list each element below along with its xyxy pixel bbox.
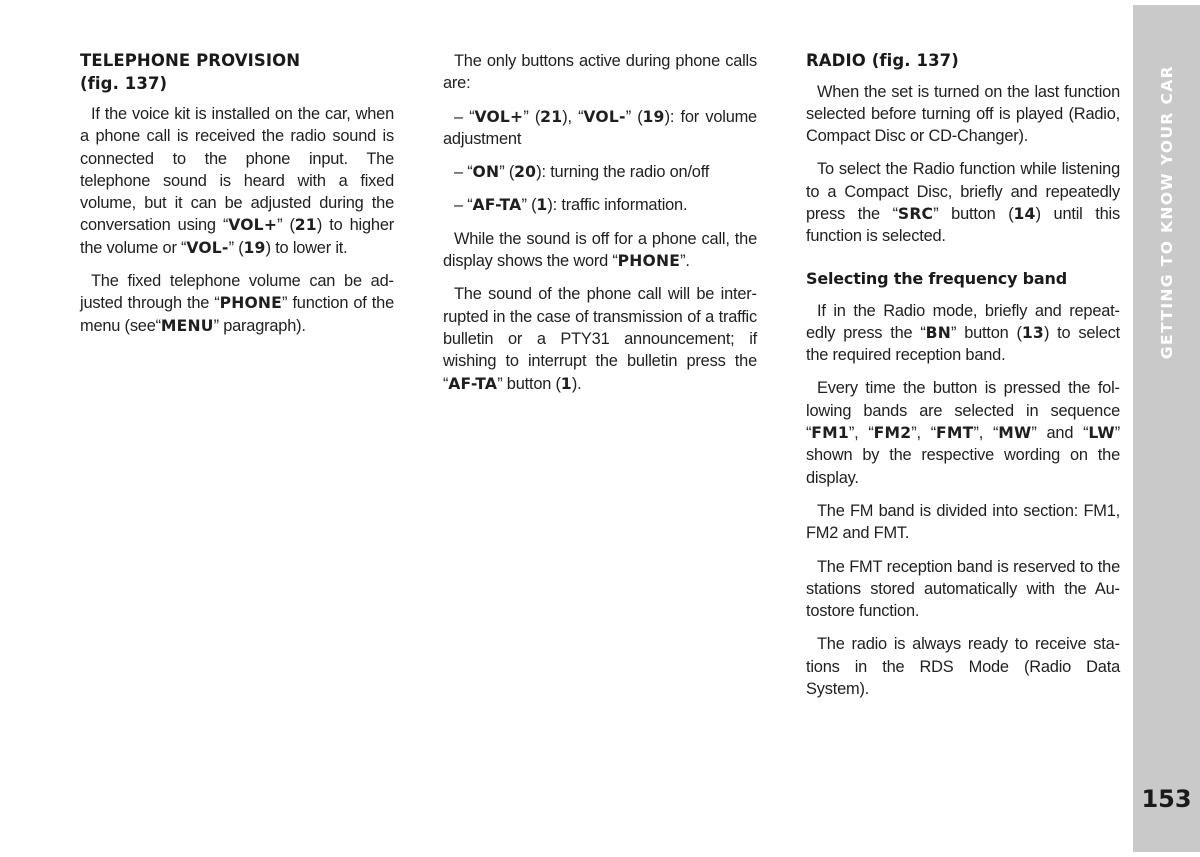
column-active-buttons <box>443 50 757 406</box>
section-heading-radio <box>806 50 1120 73</box>
text-run: ”, “ <box>911 424 937 443</box>
button-ref-src: SRC <box>897 204 934 223</box>
list-item-volume <box>443 106 757 151</box>
menu-ref-menu: MENU <box>160 316 214 335</box>
button-number-13: 13 <box>1021 323 1044 342</box>
text-run: ” ( <box>499 163 515 182</box>
button-number-14: 14 <box>1013 204 1036 223</box>
button-ref-af-ta: AF-TA <box>448 374 498 393</box>
button-number-1: 1 <box>536 196 548 215</box>
column-radio <box>806 50 1120 711</box>
paragraph-display-phone <box>443 228 757 273</box>
text-run: If in the Radio mode, briefly and repeatedly press the “ <box>806 301 1120 342</box>
text-run: If the voice kit is installed on the car, when a phone call is received the radio sound is connected to the phone input. The telephone sound is heard with a fixed volume, but it can be adjusted during the conversation using “ <box>80 105 394 235</box>
text-run: – “ <box>454 163 473 182</box>
button-ref-vol-plus: VOL+ <box>228 216 278 235</box>
paragraph-rds-mode: The radio is always ready to receive stations in the RDS Mode (Radio Data System). <box>806 635 1120 699</box>
text-run: ) until this function is selected. <box>806 204 1120 246</box>
band-fmt: FMT <box>936 424 974 443</box>
page-number: 153 <box>1141 785 1192 813</box>
paragraph-interruption <box>443 283 757 394</box>
text-run: ), “ <box>562 107 584 126</box>
menu-ref-phone: PHONE <box>219 294 283 313</box>
button-ref-vol-plus: VOL+ <box>474 107 524 126</box>
text-run: ”, “ <box>848 424 874 443</box>
band-fm2: FM2 <box>873 424 912 443</box>
text-run: ). <box>571 374 582 393</box>
heading-title: TELEPHONE PROVISION <box>80 51 301 70</box>
text-run: – “ <box>454 107 475 126</box>
paragraph-fm-sections: The FM band is divided into section: FM1, FM2 and FMT. <box>806 501 1120 543</box>
button-number-19: 19 <box>243 238 266 257</box>
text-run: ” ( <box>523 107 541 126</box>
button-ref-vol-minus: VOL- <box>583 107 626 126</box>
button-ref-af-ta: AF-TA <box>472 196 522 215</box>
text-run: – “ <box>454 196 473 215</box>
text-run: ” ( <box>277 216 295 235</box>
section-title-vertical: GETTING TO KNOW YOUR CAR <box>1157 64 1176 360</box>
text-run: ” and “ <box>1031 424 1089 443</box>
button-ref-on: ON <box>472 163 500 182</box>
paragraph-fmt-autostore: The FMT reception band is reserved to the stations stored automatically with the Autostore function. <box>806 557 1120 621</box>
button-ref-vol-minus: VOL- <box>186 238 229 257</box>
text-run: ”. <box>680 252 690 271</box>
text-run: While the sound is off for a phone call, the display shows the word “ <box>443 229 757 271</box>
paragraph-voice-kit <box>80 103 394 259</box>
button-number-19: 19 <box>642 107 665 126</box>
list-item-traffic-info <box>443 194 757 216</box>
button-ref-bn: BN <box>925 323 952 342</box>
text-run: ): traffic information. <box>547 196 688 215</box>
text-run: The sound of the phone call will be interrupted in the case of transmission of a traffic bulletin or a PTY31 announcement; if wishing to interrupt the bulletin press the “ <box>443 285 757 393</box>
paragraph-last-function: When the set is turned on the last function selected before turning off is played (Radio, Compact Disc or CD-Changer). <box>806 82 1120 146</box>
heading-title: RADIO <box>806 51 866 70</box>
text-run: ): for volume adjustment <box>443 107 757 148</box>
text-run: ” button ( <box>951 323 1022 342</box>
button-number-20: 20 <box>514 163 537 182</box>
button-number-1: 1 <box>560 374 572 393</box>
text-run: ” button ( <box>497 374 561 393</box>
text-run: ” shown by the respective wording on the display. <box>806 424 1120 487</box>
text-run: To select the Radio function while listening to a Compact Disc, briefly and repeatedly press the “ <box>806 160 1120 223</box>
text-run: The fixed telephone volume can be adjusted through the “ <box>80 272 394 313</box>
text-run: ” ( <box>228 238 244 257</box>
button-number-21: 21 <box>294 216 317 235</box>
text-run: ) to select the required reception band. <box>806 323 1120 365</box>
band-mw: MW <box>998 424 1032 443</box>
subheading-frequency-band: Selecting the frequency band <box>806 268 1067 288</box>
paragraph-fixed-volume <box>80 270 394 337</box>
paragraph-select-radio <box>806 158 1120 247</box>
paragraph-active-buttons-intro: The only buttons active during phone calls are: <box>443 52 757 93</box>
column-telephone-provision <box>80 50 394 348</box>
text-run: ” ( <box>521 196 537 215</box>
text-run: ” paragraph). <box>213 316 306 335</box>
paragraph-band-sequence <box>806 377 1120 488</box>
text-run: ” button ( <box>933 204 1014 223</box>
text-run: ” function of the menu (see“ <box>80 294 394 335</box>
section-heading-telephone-provision <box>80 50 394 95</box>
text-run: ”, “ <box>973 424 999 443</box>
band-fm1: FM1 <box>811 424 849 443</box>
list-item-on-off <box>443 161 757 183</box>
heading-figure-ref: (fig. 137) <box>871 51 959 70</box>
text-run: ” ( <box>625 107 643 126</box>
text-run: Every time the button is pressed the following bands are selected in sequence “ <box>806 379 1120 443</box>
side-tab <box>1133 5 1200 852</box>
paragraph-bn-button <box>806 300 1120 367</box>
text-run: ) to higher the volume or “ <box>80 216 395 257</box>
heading-figure-ref: (fig. 137) <box>80 73 168 93</box>
band-lw: LW <box>1088 424 1115 443</box>
text-run: ): turning the radio on/off <box>536 163 710 182</box>
text-run: ) to lower it. <box>265 238 348 257</box>
button-number-21: 21 <box>540 107 563 126</box>
display-word-phone: PHONE <box>617 252 681 271</box>
